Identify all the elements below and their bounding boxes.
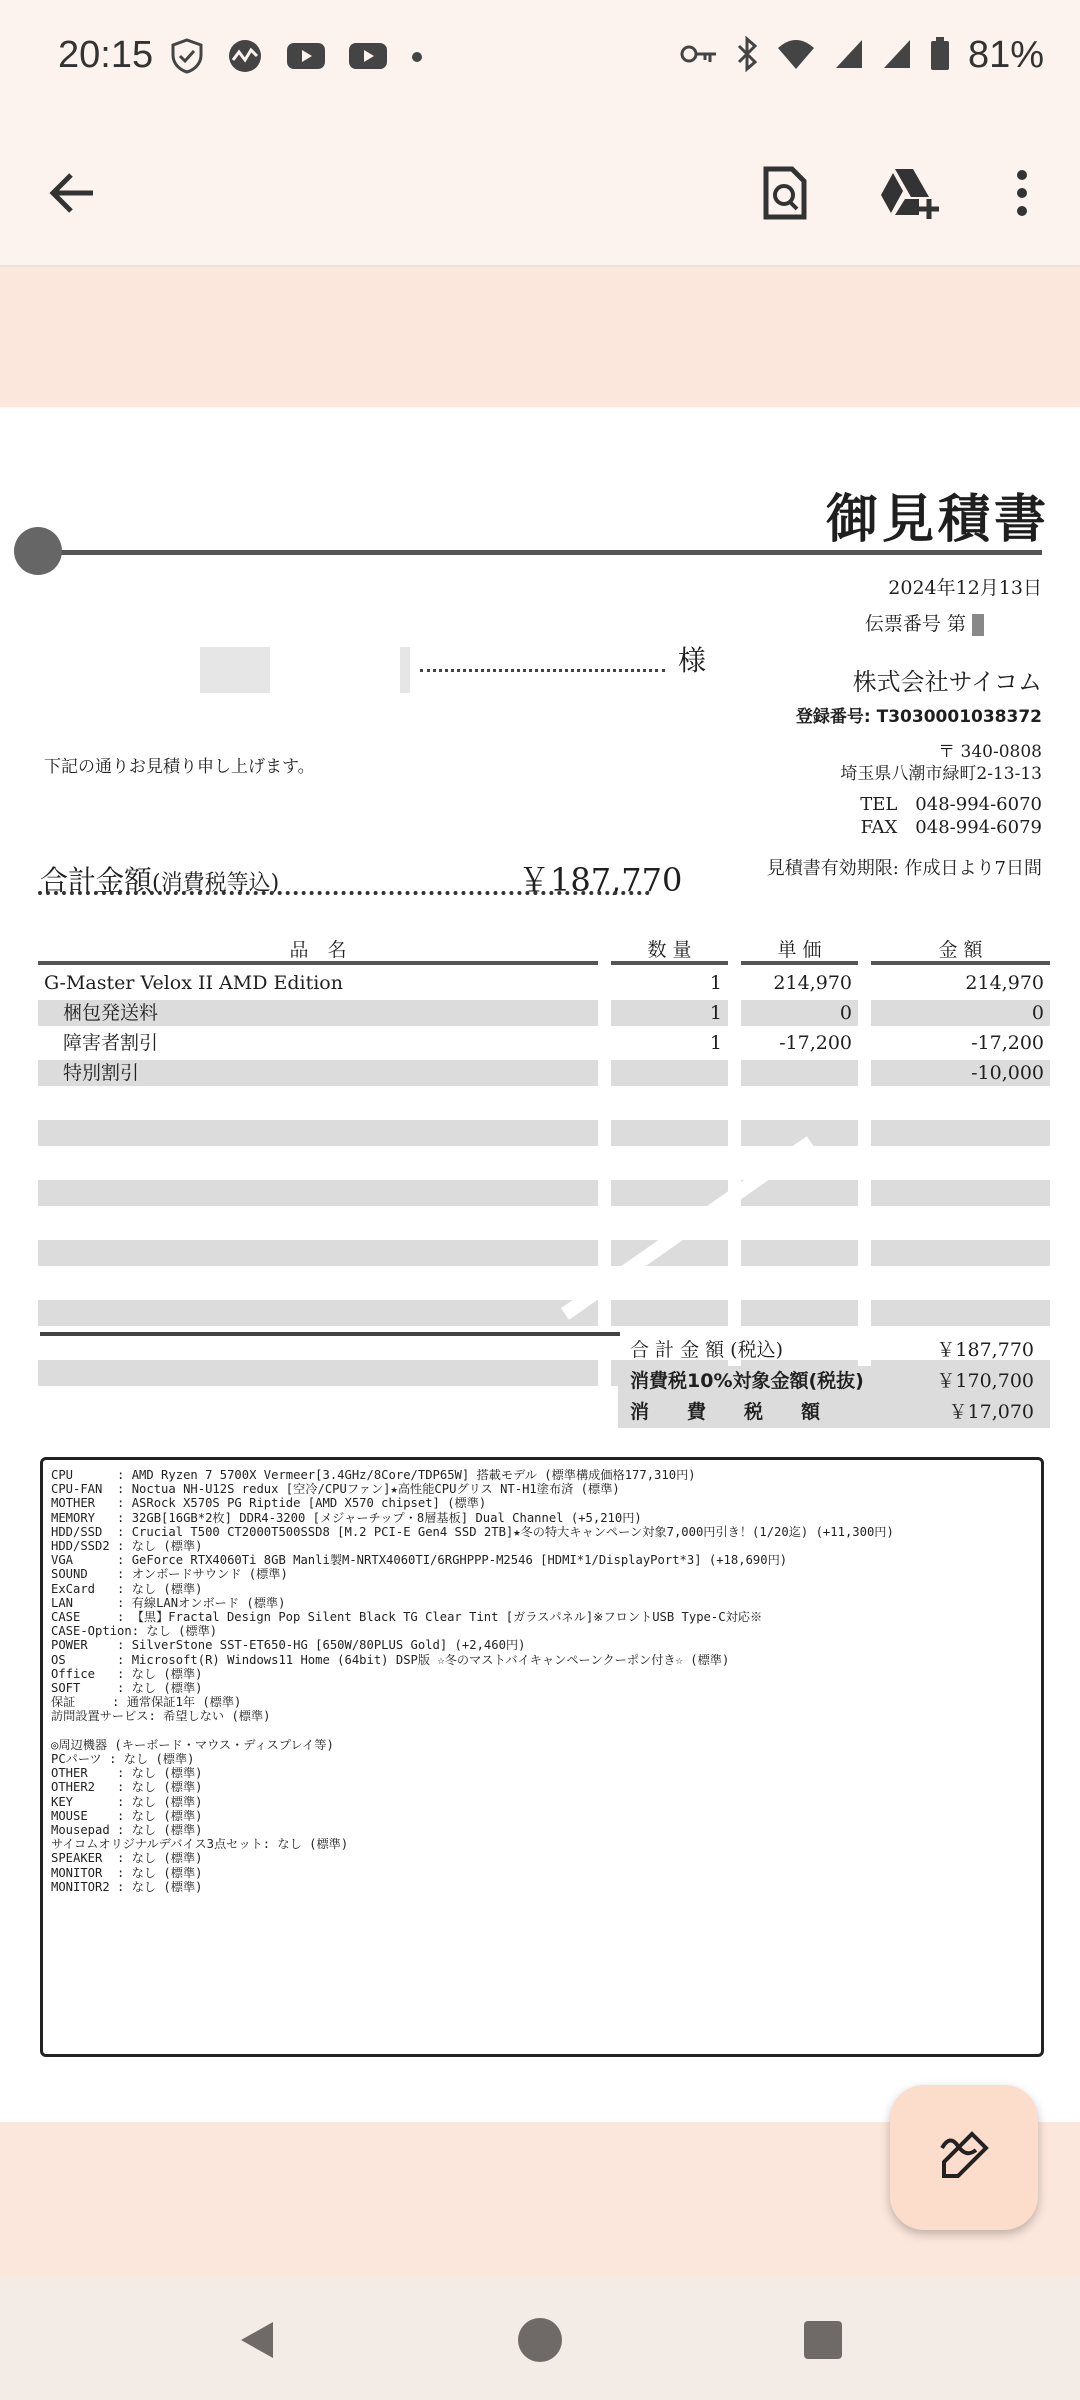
header-quantity: 数 量 bbox=[647, 939, 692, 961]
spec-line: KEY : なし (標準) bbox=[51, 1794, 203, 1809]
item-amount: -10,000 bbox=[871, 1060, 1050, 1086]
header-rule bbox=[741, 961, 858, 965]
spec-line: POWER : SilverStone SST-ET650-HG [650W/80PLUS Gold] (+2,460円) bbox=[51, 1638, 526, 1653]
pdf-page bbox=[0, 407, 1080, 2122]
item-name: 障害者割引 bbox=[44, 1032, 159, 1054]
youtube-icon bbox=[286, 41, 326, 75]
system-nav-bar bbox=[0, 2277, 1080, 2400]
table-row bbox=[38, 1027, 1050, 1057]
add-to-drive-button[interactable] bbox=[875, 160, 945, 230]
blank-row bbox=[38, 1087, 1050, 1117]
slip-number-redacted bbox=[972, 614, 1042, 636]
addressee-redacted bbox=[200, 647, 410, 693]
summary-taxable-row bbox=[618, 1366, 1050, 1397]
nav-recents-button[interactable] bbox=[798, 2317, 848, 2367]
home-circle-icon bbox=[516, 2316, 564, 2368]
table-row bbox=[38, 997, 1050, 1027]
youtube-icon bbox=[348, 41, 388, 75]
spec-line bbox=[51, 1724, 1033, 1738]
spec-line: サイコムオリジナルデバイス3点セット: なし (標準) bbox=[51, 1837, 349, 1852]
status-bar bbox=[0, 0, 1080, 120]
addressee-line bbox=[420, 669, 665, 672]
summary-total-value: ￥187,770 bbox=[936, 1339, 1034, 1361]
spec-line: LAN : 有線LANオンボード (標準) bbox=[51, 1595, 286, 1610]
honorific: 様 bbox=[678, 644, 707, 677]
items-table bbox=[38, 927, 1050, 1387]
table-header bbox=[38, 927, 1050, 967]
item-amount: 0 bbox=[871, 1000, 1050, 1026]
spec-line: CPU-FAN : Noctua NH-U12S redux [空冷/CPUファン]★高性能CPUグリス NT-H1塗布済 (標準) bbox=[51, 1482, 620, 1497]
document-search-icon bbox=[762, 165, 808, 225]
blank-row bbox=[38, 1177, 1050, 1207]
spec-line: VGA : GeForce RTX4060Ti 8GB Manli製M-NRTX4060TI/6RGHPPP-M2546 [HDMI*1/DisplayPort*3] (+18,690円) bbox=[51, 1553, 788, 1568]
recents-square-icon bbox=[802, 2319, 844, 2365]
grand-total-rule bbox=[38, 891, 650, 895]
bluetooth-icon bbox=[736, 36, 758, 76]
item-quantity: 1 bbox=[611, 1000, 728, 1026]
status-time: 20:15 bbox=[58, 34, 154, 76]
validity-period: 見積書有効期限: 作成日より7日間 bbox=[766, 858, 1042, 879]
grand-total-label-text: 合計金額 bbox=[40, 864, 153, 897]
status-left-icons bbox=[170, 38, 424, 78]
spec-line: Office : なし (標準) bbox=[51, 1666, 203, 1681]
summary-total-row bbox=[618, 1335, 1050, 1366]
item-quantity bbox=[611, 1060, 728, 1086]
signal-icon bbox=[882, 38, 912, 74]
wifi-icon bbox=[776, 38, 816, 74]
battery-icon bbox=[930, 37, 950, 75]
back-arrow-icon bbox=[49, 171, 97, 219]
item-name: 特別割引 bbox=[38, 1060, 598, 1086]
spec-line: SOFT : なし (標準) bbox=[51, 1681, 203, 1696]
company-tel: TEL 048-994-6070 bbox=[860, 794, 1042, 815]
activity-icon bbox=[226, 38, 264, 78]
company-address: 埼玉県八潮市緑町2-13-13 bbox=[840, 764, 1042, 784]
summary-tax-value: ￥17,070 bbox=[948, 1401, 1034, 1423]
table-row bbox=[38, 967, 1050, 997]
spec-line: MOUSE : なし (標準) bbox=[51, 1808, 203, 1823]
item-quantity: 1 bbox=[709, 1032, 722, 1054]
back-triangle-icon bbox=[235, 2318, 279, 2366]
spec-line: HDD/SSD : Crucial T500 CT2000T500SSD8 [M.2 PCI-E Gen4 SSD 2TB]★冬の特大キャンペーン対象7,000円引き！(1/20迄) (+11,300円) bbox=[51, 1524, 894, 1539]
item-quantity: 1 bbox=[709, 972, 722, 994]
spec-line: 訪問設置サービス: 希望しない (標準) bbox=[51, 1709, 271, 1724]
postal-code: 〒 340-0808 bbox=[938, 742, 1042, 762]
summary-block bbox=[618, 1335, 1050, 1428]
spec-line: MONITOR : なし (標準) bbox=[51, 1865, 203, 1880]
more-options-button[interactable] bbox=[987, 160, 1057, 230]
header-rule bbox=[871, 961, 1050, 965]
blank-row bbox=[38, 1237, 1050, 1267]
issue-date: 2024年12月13日 bbox=[888, 577, 1042, 599]
summary-total-label: 合 計 金 額 (税込) bbox=[630, 1339, 783, 1361]
back-button[interactable] bbox=[38, 160, 108, 230]
pdf-viewer-background bbox=[0, 267, 1080, 407]
item-unit-price: 214,970 bbox=[773, 972, 852, 994]
spec-line: CASE-Option: なし (標準) bbox=[51, 1624, 218, 1639]
spec-line: MOTHER : ASRock X570S PG Riptide [AMD X570 chipset] (標準) bbox=[51, 1496, 487, 1511]
item-unit-price: 0 bbox=[741, 1000, 858, 1026]
spec-line: Mousepad : なし (標準) bbox=[51, 1823, 203, 1838]
table-bottom-rule bbox=[40, 1332, 620, 1336]
header-unit-price: 単 価 bbox=[777, 939, 822, 961]
edit-signature-icon bbox=[936, 2128, 992, 2188]
item-name: G-Master Velox II AMD Edition bbox=[44, 972, 343, 994]
shield-check-icon bbox=[170, 38, 204, 78]
spec-line: CPU : AMD Ryzen 7 5700X Vermeer[3.4GHz/8Core/TDP65W] 搭載モデル (標準構成価格177,310円) bbox=[51, 1468, 696, 1482]
summary-taxable-value: ￥170,700 bbox=[936, 1370, 1034, 1392]
spec-line: ◎周辺機器 (キーボード・マウス・ディスプレイ等) bbox=[51, 1737, 334, 1752]
blank-row bbox=[38, 1267, 1050, 1297]
spec-line: OTHER : なし (標準) bbox=[51, 1766, 203, 1781]
heading-rule bbox=[40, 550, 1042, 555]
company-fax: FAX 048-994-6079 bbox=[860, 817, 1042, 838]
company-name: 株式会社サイコム bbox=[852, 668, 1042, 696]
spec-line: OS : Microsoft(R) Windows11 Home (64bit) DSP版 ☆冬のマストバイキャンペーンクーポン付き☆ (標準) bbox=[51, 1652, 730, 1667]
nav-back-button[interactable] bbox=[232, 2317, 282, 2367]
dot-icon bbox=[410, 49, 424, 68]
spec-line: PCパーツ : なし (標準) bbox=[51, 1752, 195, 1767]
slip-number bbox=[865, 609, 1042, 636]
spec-line: MEMORY : 32GB[16GB*2枚] DDR4-3200 [メジャーチップ・8層基板] Dual Channel (+5,210円) bbox=[51, 1510, 642, 1525]
spec-line: SPEAKER : なし (標準) bbox=[51, 1851, 203, 1866]
blank-row bbox=[38, 1207, 1050, 1237]
blank-row bbox=[38, 1297, 1050, 1327]
document-title-redacted bbox=[150, 175, 670, 205]
table-row bbox=[38, 1057, 1050, 1087]
blank-row bbox=[38, 1147, 1050, 1177]
header-amount: 金 額 bbox=[938, 939, 983, 961]
vpn-key-icon bbox=[680, 42, 718, 70]
signal-icon bbox=[834, 38, 864, 74]
app-bar bbox=[0, 120, 1080, 265]
grand-total-label-note: (消費税等込) bbox=[152, 871, 280, 896]
fast-scroll-handle[interactable] bbox=[14, 527, 62, 575]
more-vert-icon bbox=[1015, 169, 1029, 221]
registration-number: 登録番号: T3030001038372 bbox=[795, 707, 1042, 727]
item-unit-price: -17,200 bbox=[779, 1032, 852, 1054]
slip-number-prefix: 第 bbox=[946, 613, 966, 635]
item-amount: 214,970 bbox=[965, 972, 1044, 994]
spec-line: SOUND : オンボードサウンド (標準) bbox=[51, 1567, 288, 1582]
nav-home-button[interactable] bbox=[515, 2317, 565, 2367]
item-name: 梱包発送料 bbox=[38, 1000, 598, 1026]
slip-number-label: 伝票番号 bbox=[864, 613, 941, 635]
item-amount: -17,200 bbox=[971, 1032, 1044, 1054]
spec-line: MONITOR2 : なし (標準) bbox=[51, 1879, 203, 1894]
greeting-text: 下記の通りお見積り申し上げます。 bbox=[44, 757, 315, 777]
item-unit-price bbox=[741, 1060, 858, 1086]
header-rule bbox=[38, 961, 598, 965]
header-item-name: 品 名 bbox=[289, 939, 347, 961]
spec-line: 保証 : 通常保証1年 (標準) bbox=[51, 1695, 242, 1710]
spec-line: ExCard : なし (標準) bbox=[51, 1581, 203, 1596]
document-heading: 御見積書 bbox=[825, 489, 1050, 550]
battery-percent: 81% bbox=[967, 34, 1044, 76]
blank-row bbox=[38, 1117, 1050, 1147]
summary-tax-label: 消 費 税 額 bbox=[630, 1401, 821, 1423]
status-right-icons bbox=[680, 34, 1044, 77]
header-rule bbox=[611, 961, 728, 965]
annotate-fab[interactable] bbox=[890, 2085, 1038, 2230]
spec-details-box bbox=[40, 1457, 1044, 2057]
find-in-document-button[interactable] bbox=[750, 160, 820, 230]
summary-tax-row bbox=[618, 1397, 1050, 1428]
summary-taxable-label: 消費税10%対象金額(税抜) bbox=[630, 1370, 864, 1392]
grand-total-value: ￥187,770 bbox=[518, 861, 683, 899]
spec-line: OTHER2 : なし (標準) bbox=[51, 1780, 203, 1795]
drive-add-icon bbox=[879, 167, 941, 223]
spec-line: CASE : 【黒】Fractal Design Pop Silent Black TG Clear Tint [ガラスパネル]※フロントUSB Type-C対応※ bbox=[51, 1610, 763, 1625]
spec-line: HDD/SSD2 : なし (標準) bbox=[51, 1539, 203, 1554]
